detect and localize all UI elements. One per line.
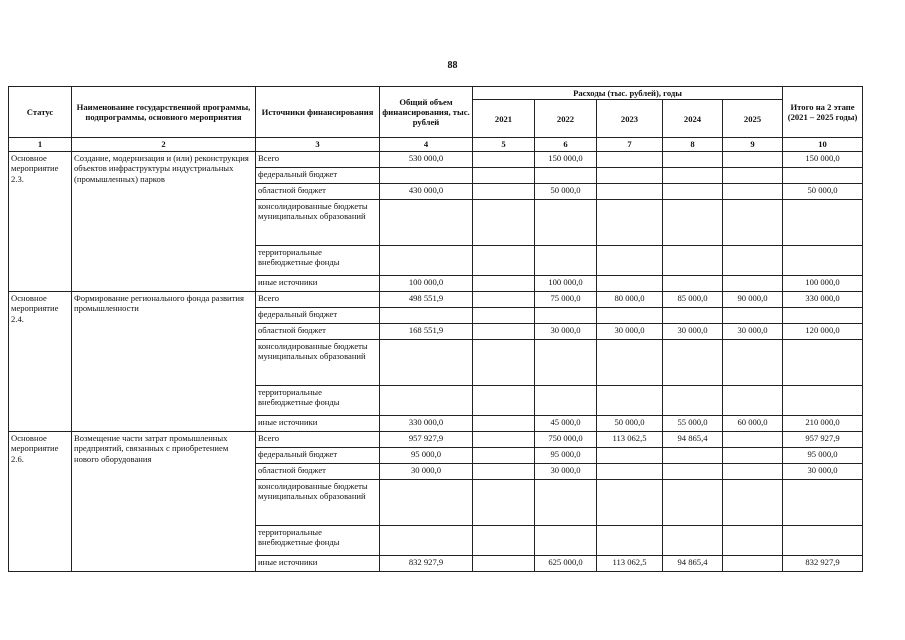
status-cell: Основное мероприятие 2.3. [9, 151, 72, 291]
year-value-cell [473, 151, 535, 167]
source-cell: Всего [256, 431, 380, 447]
year-value-cell: 95 000,0 [535, 447, 597, 463]
year-value-cell: 80 000,0 [597, 291, 663, 307]
year-value-cell [597, 199, 663, 245]
year-value-cell: 30 000,0 [597, 323, 663, 339]
source-cell: федеральный бюджет [256, 307, 380, 323]
header-status: Статус [9, 87, 72, 138]
source-cell: иные источники [256, 275, 380, 291]
itogo-cell [783, 339, 863, 385]
year-value-cell [723, 385, 783, 415]
year-value-cell [663, 199, 723, 245]
source-cell: Всего [256, 291, 380, 307]
source-cell: территориальные внебюджетные фонды [256, 385, 380, 415]
year-value-cell [473, 167, 535, 183]
year-value-cell [723, 431, 783, 447]
header-year: 2025 [723, 100, 783, 138]
column-number: 3 [256, 138, 380, 151]
year-value-cell [597, 339, 663, 385]
year-value-cell: 113 062,5 [597, 555, 663, 571]
source-cell: консолидированные бюджеты муниципальных образований [256, 339, 380, 385]
year-value-cell [535, 339, 597, 385]
year-value-cell [663, 385, 723, 415]
header-expenses: Расходы (тыс. рублей), годы [473, 87, 783, 100]
total-cell [380, 245, 473, 275]
itogo-cell [783, 307, 863, 323]
year-value-cell: 85 000,0 [663, 291, 723, 307]
column-number: 1 [9, 138, 72, 151]
status-cell: Основное мероприятие 2.4. [9, 291, 72, 431]
header-name: Наименование государственной программы, подпрограммы, основного мероприятия [72, 87, 256, 138]
year-value-cell [597, 275, 663, 291]
year-value-cell [535, 199, 597, 245]
total-cell: 100 000,0 [380, 275, 473, 291]
year-value-cell [597, 307, 663, 323]
itogo-cell [783, 385, 863, 415]
year-value-cell [473, 463, 535, 479]
year-value-cell [723, 275, 783, 291]
itogo-cell: 30 000,0 [783, 463, 863, 479]
source-cell: Всего [256, 151, 380, 167]
year-value-cell [663, 151, 723, 167]
year-value-cell [473, 385, 535, 415]
column-number: 6 [535, 138, 597, 151]
year-value-cell [723, 307, 783, 323]
activity-name-cell: Создание, модернизация и (или) реконструкция объектов инфраструктуры индустриальных (промышленных) парков [72, 151, 256, 291]
year-value-cell [723, 339, 783, 385]
status-cell: Основное мероприятие 2.6. [9, 431, 72, 571]
year-value-cell [597, 447, 663, 463]
activity-name-cell: Возмещение части затрат промышленных предприятий, связанных с приобретением нового оборудования [72, 431, 256, 571]
year-value-cell [723, 525, 783, 555]
total-cell: 530 000,0 [380, 151, 473, 167]
year-value-cell: 50 000,0 [597, 415, 663, 431]
total-cell: 832 927,9 [380, 555, 473, 571]
year-value-cell: 94 865,4 [663, 555, 723, 571]
itogo-cell [783, 525, 863, 555]
total-cell: 957 927,9 [380, 431, 473, 447]
itogo-cell: 210 000,0 [783, 415, 863, 431]
year-value-cell: 30 000,0 [663, 323, 723, 339]
total-cell: 498 551,9 [380, 291, 473, 307]
itogo-cell: 120 000,0 [783, 323, 863, 339]
year-value-cell [723, 167, 783, 183]
year-value-cell: 45 000,0 [535, 415, 597, 431]
year-value-cell [473, 199, 535, 245]
year-value-cell [723, 199, 783, 245]
year-value-cell [473, 183, 535, 199]
total-cell [380, 167, 473, 183]
year-value-cell [535, 385, 597, 415]
year-value-cell [597, 463, 663, 479]
column-number: 7 [597, 138, 663, 151]
year-value-cell: 55 000,0 [663, 415, 723, 431]
itogo-cell: 50 000,0 [783, 183, 863, 199]
header-itogo: Итого на 2 этапе (2021 – 2025 годы) [783, 87, 863, 138]
itogo-cell [783, 245, 863, 275]
column-number: 9 [723, 138, 783, 151]
column-number: 5 [473, 138, 535, 151]
page-number: 88 [447, 60, 458, 71]
year-value-cell: 30 000,0 [535, 323, 597, 339]
total-cell [380, 479, 473, 525]
table-body [9, 138, 863, 571]
column-number: 2 [72, 138, 256, 151]
column-number: 4 [380, 138, 473, 151]
year-value-cell [473, 431, 535, 447]
table-header [9, 87, 863, 138]
year-value-cell: 625 000,0 [535, 555, 597, 571]
year-value-cell [723, 555, 783, 571]
year-value-cell [473, 245, 535, 275]
year-value-cell [473, 415, 535, 431]
budget-table [8, 86, 863, 572]
table-row [9, 151, 863, 167]
year-value-cell [535, 245, 597, 275]
year-value-cell [473, 479, 535, 525]
year-value-cell [597, 245, 663, 275]
column-number: 8 [663, 138, 723, 151]
year-value-cell: 94 865,4 [663, 431, 723, 447]
year-value-cell [473, 525, 535, 555]
year-value-cell [535, 479, 597, 525]
header-total: Общий объем финансирования, тыс. рублей [380, 87, 473, 138]
source-cell: областной бюджет [256, 183, 380, 199]
year-value-cell [723, 447, 783, 463]
table-row [9, 291, 863, 307]
source-cell: федеральный бюджет [256, 167, 380, 183]
source-cell: консолидированные бюджеты муниципальных образований [256, 199, 380, 245]
year-value-cell [473, 323, 535, 339]
year-value-cell [723, 463, 783, 479]
source-cell: иные источники [256, 415, 380, 431]
itogo-cell [783, 199, 863, 245]
itogo-cell: 150 000,0 [783, 151, 863, 167]
year-value-cell [723, 245, 783, 275]
header-year: 2021 [473, 100, 535, 138]
year-value-cell [597, 151, 663, 167]
header-sources: Источники финансирования [256, 87, 380, 138]
year-value-cell: 30 000,0 [535, 463, 597, 479]
year-value-cell [663, 525, 723, 555]
year-value-cell [663, 275, 723, 291]
total-cell: 95 000,0 [380, 447, 473, 463]
year-value-cell [663, 479, 723, 525]
year-value-cell [473, 307, 535, 323]
year-value-cell [597, 385, 663, 415]
year-value-cell: 113 062,5 [597, 431, 663, 447]
year-value-cell [663, 167, 723, 183]
total-cell [380, 339, 473, 385]
year-value-cell [663, 307, 723, 323]
year-value-cell [663, 245, 723, 275]
column-numbers-row [9, 138, 863, 151]
year-value-cell: 100 000,0 [535, 275, 597, 291]
source-cell: федеральный бюджет [256, 447, 380, 463]
itogo-cell [783, 479, 863, 525]
year-value-cell [723, 479, 783, 525]
total-cell: 330 000,0 [380, 415, 473, 431]
year-value-cell: 50 000,0 [535, 183, 597, 199]
total-cell: 30 000,0 [380, 463, 473, 479]
total-cell [380, 199, 473, 245]
year-value-cell [473, 275, 535, 291]
total-cell [380, 385, 473, 415]
itogo-cell: 330 000,0 [783, 291, 863, 307]
year-value-cell [473, 555, 535, 571]
year-value-cell [597, 525, 663, 555]
year-value-cell: 750 000,0 [535, 431, 597, 447]
table-row [9, 431, 863, 447]
source-cell: иные источники [256, 555, 380, 571]
year-value-cell: 150 000,0 [535, 151, 597, 167]
source-cell: областной бюджет [256, 463, 380, 479]
year-value-cell [597, 183, 663, 199]
total-cell [380, 525, 473, 555]
year-value-cell [473, 339, 535, 385]
year-value-cell [723, 183, 783, 199]
year-value-cell: 75 000,0 [535, 291, 597, 307]
source-cell: территориальные внебюджетные фонды [256, 245, 380, 275]
year-value-cell: 30 000,0 [723, 323, 783, 339]
header-year: 2024 [663, 100, 723, 138]
itogo-cell: 95 000,0 [783, 447, 863, 463]
column-number: 10 [783, 138, 863, 151]
year-value-cell [535, 307, 597, 323]
year-value-cell [663, 339, 723, 385]
total-cell: 430 000,0 [380, 183, 473, 199]
year-value-cell [663, 183, 723, 199]
year-value-cell [473, 447, 535, 463]
year-value-cell [597, 479, 663, 525]
year-value-cell [535, 525, 597, 555]
header-year: 2023 [597, 100, 663, 138]
total-cell: 168 551,9 [380, 323, 473, 339]
source-cell: территориальные внебюджетные фонды [256, 525, 380, 555]
source-cell: консолидированные бюджеты муниципальных образований [256, 479, 380, 525]
year-value-cell [663, 463, 723, 479]
year-value-cell [723, 151, 783, 167]
itogo-cell: 100 000,0 [783, 275, 863, 291]
year-value-cell [663, 447, 723, 463]
year-value-cell: 90 000,0 [723, 291, 783, 307]
year-value-cell [535, 167, 597, 183]
activity-name-cell: Формирование регионального фонда развития промышленности [72, 291, 256, 431]
year-value-cell: 60 000,0 [723, 415, 783, 431]
itogo-cell: 957 927,9 [783, 431, 863, 447]
itogo-cell: 832 927,9 [783, 555, 863, 571]
itogo-cell [783, 167, 863, 183]
year-value-cell [597, 167, 663, 183]
year-value-cell [473, 291, 535, 307]
total-cell [380, 307, 473, 323]
source-cell: областной бюджет [256, 323, 380, 339]
header-year: 2022 [535, 100, 597, 138]
